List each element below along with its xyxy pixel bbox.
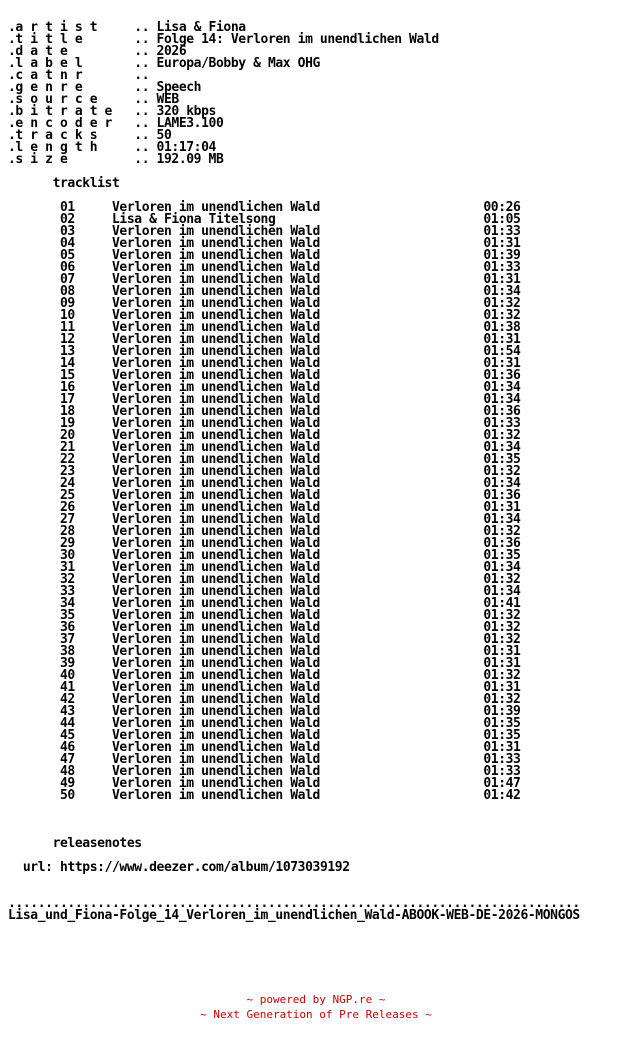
info-key: .g e n r e	[8, 80, 135, 95]
track-title: Verloren im unendlichen Wald	[112, 524, 484, 539]
track-number: 35	[60, 608, 112, 623]
track-number: 49	[60, 776, 112, 791]
track-number: 30	[60, 548, 112, 563]
track-duration: 01:54	[483, 344, 521, 359]
track-duration: 01:34	[483, 560, 521, 575]
track-number: 13	[60, 344, 112, 359]
track-number: 02	[60, 212, 112, 227]
track-duration: 01:31	[483, 236, 521, 251]
track-number: 40	[60, 668, 112, 683]
info-row: .e n c o d e r .. LAME3.100	[8, 116, 224, 131]
track-duration: 01:34	[483, 584, 521, 599]
track-duration: 01:38	[483, 320, 521, 335]
track-row	[8, 788, 520, 803]
info-value: Europa/Bobby & Max OHG	[156, 56, 320, 71]
info-value: LAME3.100	[156, 116, 224, 131]
info-key: .t i t l e	[8, 32, 135, 47]
track-number: 25	[60, 488, 112, 503]
info-row: .t r a c k s .. 50	[8, 128, 172, 143]
track-title: Verloren im unendlichen Wald	[112, 644, 484, 659]
track-duration: 01:33	[483, 224, 521, 239]
track-number: 47	[60, 752, 112, 767]
tracklist-heading: tracklist	[52, 176, 120, 191]
track-title: Verloren im unendlichen Wald	[112, 404, 484, 419]
track-title: Verloren im unendlichen Wald	[112, 368, 484, 383]
track-number: 46	[60, 740, 112, 755]
track-number: 17	[60, 392, 112, 407]
track-title: Verloren im unendlichen Wald	[112, 656, 484, 671]
info-key: .l e n g t h	[8, 140, 135, 155]
track-duration: 01:36	[483, 536, 521, 551]
track-duration: 01:34	[483, 512, 521, 527]
track-title: Verloren im unendlichen Wald	[112, 764, 484, 779]
track-title: Verloren im unendlichen Wald	[112, 680, 484, 695]
track-number: 38	[60, 644, 112, 659]
track-duration: 01:31	[483, 356, 521, 371]
track-number: 31	[60, 560, 112, 575]
track-title: Verloren im unendlichen Wald	[112, 332, 484, 347]
track-number: 10	[60, 308, 112, 323]
track-number: 45	[60, 728, 112, 743]
info-value: 320 kbps	[156, 104, 216, 119]
track-duration: 01:39	[483, 704, 521, 719]
track-number: 50	[60, 788, 112, 803]
track-title: Verloren im unendlichen Wald	[112, 236, 484, 251]
track-number: 21	[60, 440, 112, 455]
track-title: Verloren im unendlichen Wald	[112, 536, 484, 551]
track-duration: 01:31	[483, 272, 521, 287]
track-title: Verloren im unendlichen Wald	[112, 596, 484, 611]
track-title: Verloren im unendlichen Wald	[112, 668, 484, 683]
track-duration: 01:32	[483, 428, 521, 443]
track-title: Verloren im unendlichen Wald	[112, 284, 484, 299]
track-duration: 01:32	[483, 632, 521, 647]
info-key: .s i z e	[8, 152, 135, 167]
info-row: .l a b e l .. Europa/Bobby & Max OHG	[8, 56, 320, 71]
track-number: 37	[60, 632, 112, 647]
track-duration: 01:32	[483, 296, 521, 311]
track-title: Verloren im unendlichen Wald	[112, 632, 484, 647]
track-title: Verloren im unendlichen Wald	[112, 788, 484, 803]
track-number: 14	[60, 356, 112, 371]
track-title: Verloren im unendlichen Wald	[112, 716, 484, 731]
track-number: 41	[60, 680, 112, 695]
track-duration: 01:36	[483, 404, 521, 419]
track-title: Verloren im unendlichen Wald	[112, 692, 484, 707]
track-duration: 01:32	[483, 692, 521, 707]
info-key: .d a t e	[8, 44, 135, 59]
track-title: Verloren im unendlichen Wald	[112, 728, 484, 743]
track-title: Verloren im unendlichen Wald	[112, 500, 484, 515]
track-title: Verloren im unendlichen Wald	[112, 224, 484, 239]
track-duration: 01:32	[483, 572, 521, 587]
info-row: .d a t e .. 2026	[8, 44, 187, 59]
track-title: Verloren im unendlichen Wald	[112, 548, 484, 563]
track-duration: 00:26	[483, 200, 521, 215]
track-duration: 01:31	[483, 644, 521, 659]
footer	[0, 992, 632, 1022]
track-title: Verloren im unendlichen Wald	[112, 452, 484, 467]
track-number: 27	[60, 512, 112, 527]
info-key: .a r t i s t	[8, 20, 135, 35]
footer-ngp-link[interactable]: ~ powered by NGP.re ~	[246, 993, 386, 1006]
track-number: 20	[60, 428, 112, 443]
track-title: Verloren im unendlichen Wald	[112, 272, 484, 287]
track-duration: 01:34	[483, 440, 521, 455]
track-number: 18	[60, 404, 112, 419]
track-number: 19	[60, 416, 112, 431]
track-title: Verloren im unendlichen Wald	[112, 620, 484, 635]
track-duration: 01:32	[483, 524, 521, 539]
track-duration: 01:33	[483, 416, 521, 431]
track-title: Verloren im unendlichen Wald	[112, 572, 484, 587]
track-number: 28	[60, 524, 112, 539]
track-duration: 01:35	[483, 728, 521, 743]
footer-powered-by[interactable]	[0, 992, 632, 1007]
info-row: .s i z e .. 192.09 MB	[8, 152, 224, 167]
info-row: .g e n r e .. Speech	[8, 80, 202, 95]
track-title: Verloren im unendlichen Wald	[112, 740, 484, 755]
track-number: 06	[60, 260, 112, 275]
track-title: Verloren im unendlichen Wald	[112, 344, 484, 359]
track-duration: 01:32	[483, 668, 521, 683]
track-duration: 01:32	[483, 308, 521, 323]
url-label: url:	[22, 860, 53, 875]
info-key: .t r a c k s	[8, 128, 135, 143]
info-row: .b i t r a t e .. 320 kbps	[8, 104, 216, 119]
info-row: .l e n g t h .. 01:17:04	[8, 140, 216, 155]
track-title: Verloren im unendlichen Wald	[112, 488, 484, 503]
track-title: Verloren im unendlichen Wald	[112, 200, 484, 215]
track-duration: 01:32	[483, 620, 521, 635]
track-title: Verloren im unendlichen Wald	[112, 608, 484, 623]
track-duration: 01:35	[483, 716, 521, 731]
nfo-text	[8, 22, 580, 922]
track-number: 36	[60, 620, 112, 635]
info-value: Lisa & Fiona	[156, 20, 246, 35]
info-value: 01:17:04	[156, 140, 216, 155]
track-duration: 01:35	[483, 452, 521, 467]
track-number: 07	[60, 272, 112, 287]
track-number: 44	[60, 716, 112, 731]
track-title: Verloren im unendlichen Wald	[112, 464, 484, 479]
info-row: .a r t i s t .. Lisa & Fiona	[8, 20, 246, 35]
track-title: Verloren im unendlichen Wald	[112, 752, 484, 767]
track-duration: 01:31	[483, 680, 521, 695]
track-title: Verloren im unendlichen Wald	[112, 380, 484, 395]
track-duration: 01:05	[483, 212, 521, 227]
track-number: 16	[60, 380, 112, 395]
track-number: 34	[60, 596, 112, 611]
track-duration: 01:39	[483, 248, 521, 263]
track-number: 11	[60, 320, 112, 335]
info-row: .t i t l e .. Folge 14: Verloren im unendlichen Wald	[8, 32, 439, 47]
info-value: 192.09 MB	[156, 152, 224, 167]
info-key: .e n c o d e r	[8, 116, 135, 131]
track-title: Verloren im unendlichen Wald	[112, 560, 484, 575]
track-duration: 01:34	[483, 284, 521, 299]
tracklist	[8, 200, 520, 803]
track-duration: 01:33	[483, 752, 521, 767]
track-number: 42	[60, 692, 112, 707]
track-title: Verloren im unendlichen Wald	[112, 248, 484, 263]
track-number: 05	[60, 248, 112, 263]
track-duration: 01:34	[483, 392, 521, 407]
track-title: Verloren im unendlichen Wald	[112, 776, 484, 791]
info-key: .s o u r c e	[8, 92, 135, 107]
track-number: 29	[60, 536, 112, 551]
track-title: Lisa & Fiona Titelsong	[112, 212, 484, 227]
info-row: .s o u r c e .. WEB	[8, 92, 179, 107]
track-duration: 01:34	[483, 380, 521, 395]
track-title: Verloren im unendlichen Wald	[112, 704, 484, 719]
info-key: .c a t n r	[8, 68, 135, 83]
track-title: Verloren im unendlichen Wald	[112, 260, 484, 275]
track-duration: 01:31	[483, 656, 521, 671]
info-value: Speech	[156, 80, 202, 95]
track-number: 33	[60, 584, 112, 599]
track-duration: 01:36	[483, 488, 521, 503]
releasenotes-heading: releasenotes	[52, 836, 142, 851]
track-title: Verloren im unendlichen Wald	[112, 440, 484, 455]
track-title: Verloren im unendlichen Wald	[112, 356, 484, 371]
info-value: Folge 14: Verloren im unendlichen Wald	[156, 32, 439, 47]
track-number: 01	[60, 200, 112, 215]
track-duration: 01:33	[483, 764, 521, 779]
track-title: Verloren im unendlichen Wald	[112, 512, 484, 527]
release-name: Lisa_und_Fiona-Folge_14_Verloren_im_unendlichen_Wald-ABOOK-WEB-DE-2026-MONGOS	[8, 908, 580, 923]
info-row: .c a t n r ..	[8, 68, 157, 83]
track-number: 48	[60, 764, 112, 779]
track-title: Verloren im unendlichen Wald	[112, 428, 484, 443]
track-number: 15	[60, 368, 112, 383]
track-title: Verloren im unendlichen Wald	[112, 308, 484, 323]
track-title: Verloren im unendlichen Wald	[112, 296, 484, 311]
track-duration: 01:32	[483, 608, 521, 623]
track-number: 04	[60, 236, 112, 251]
track-number: 24	[60, 476, 112, 491]
track-duration: 01:33	[483, 260, 521, 275]
track-duration: 01:35	[483, 548, 521, 563]
track-title: Verloren im unendlichen Wald	[112, 392, 484, 407]
track-number: 26	[60, 500, 112, 515]
separator-line: .............................................................................	[8, 896, 580, 911]
track-number: 08	[60, 284, 112, 299]
info-value: 50	[156, 128, 172, 143]
track-duration: 01:34	[483, 476, 521, 491]
track-number: 09	[60, 296, 112, 311]
track-number: 39	[60, 656, 112, 671]
track-number: 32	[60, 572, 112, 587]
track-duration: 01:32	[483, 464, 521, 479]
track-title: Verloren im unendlichen Wald	[112, 320, 484, 335]
track-duration: 01:42	[483, 788, 521, 803]
track-duration: 01:47	[483, 776, 521, 791]
track-number: 23	[60, 464, 112, 479]
info-key: .l a b e l	[8, 56, 135, 71]
track-duration: 01:41	[483, 596, 521, 611]
track-number: 22	[60, 452, 112, 467]
info-key: .b i t r a t e	[8, 104, 135, 119]
track-duration: 01:31	[483, 740, 521, 755]
track-duration: 01:31	[483, 500, 521, 515]
url-link[interactable]: https://www.deezer.com/album/1073039192	[60, 860, 350, 875]
track-number: 03	[60, 224, 112, 239]
track-title: Verloren im unendlichen Wald	[112, 584, 484, 599]
info-block	[8, 20, 439, 167]
track-title: Verloren im unendlichen Wald	[112, 416, 484, 431]
footer-tagline: ~ Next Generation of Pre Releases ~	[200, 1008, 432, 1021]
track-duration: 01:36	[483, 368, 521, 383]
track-number: 43	[60, 704, 112, 719]
track-title: Verloren im unendlichen Wald	[112, 476, 484, 491]
track-duration: 01:31	[483, 332, 521, 347]
track-number: 12	[60, 332, 112, 347]
info-value: WEB	[156, 92, 179, 107]
info-value: 2026	[156, 44, 187, 59]
